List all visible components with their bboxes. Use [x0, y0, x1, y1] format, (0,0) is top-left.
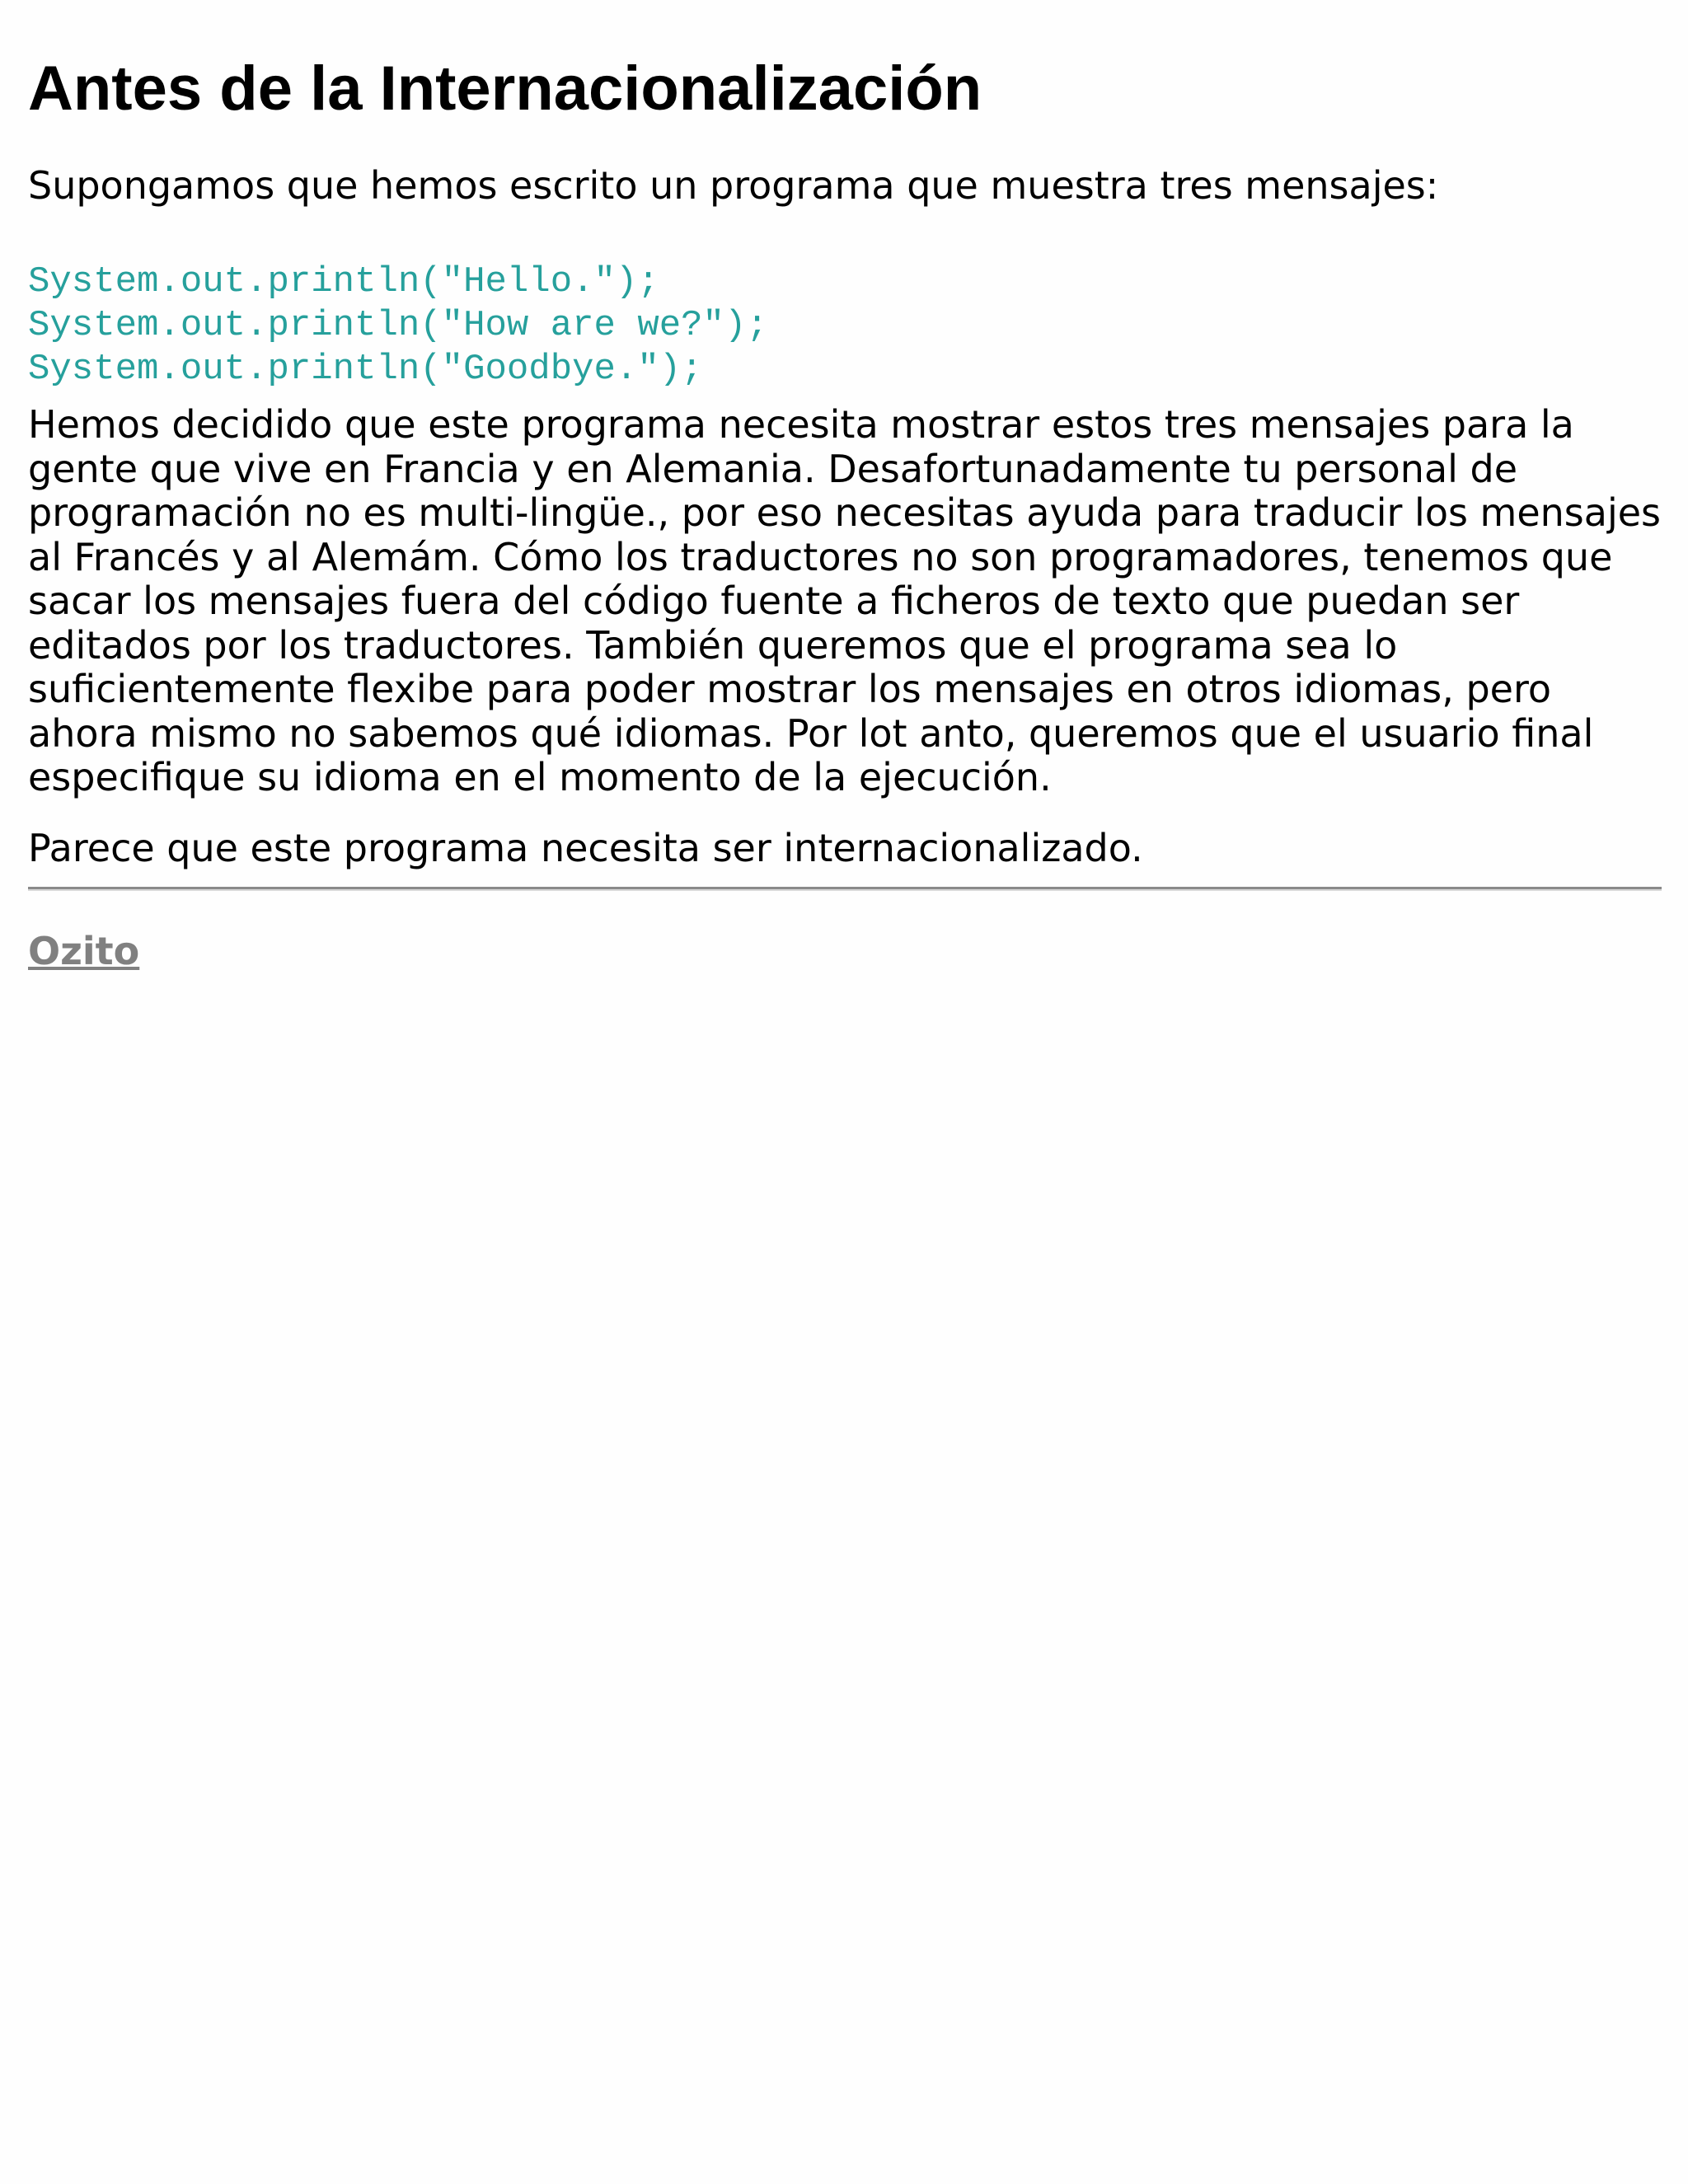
code-block [28, 260, 1662, 391]
code-line-1: System.out.println("Hello."); [28, 261, 659, 302]
body-paragraph-1: Hemos decidido que este programa necesita mostrar estos tres mensajes para la gente que vive en Francia y en Alemania. Desafortunadamente tu personal de programación no es multi-lingüe., por eso necesitas ayuda para traducir los mensajes al Francés y al Alemám. Cómo los traductores no son programadores, tenemos que sacar los mensajes fuera del código fuente a ficheros de texto que puedan ser editados por los traductores. También queremos que el programa sea lo suficientemente flexibe para poder mostrar los mensajes en otros idiomas, pero ahora mismo no sabemos qué idiomas. Por lot anto, queremos que el usuario final especifique su idioma en el momento de la ejecución. [28, 402, 1662, 799]
horizontal-rule [28, 887, 1662, 891]
code-line-3: System.out.println("Goodbye."); [28, 349, 703, 390]
ozito-link[interactable]: Ozito [28, 929, 140, 973]
body-paragraph-2: Parece que este programa necesita ser internacionalizado. [28, 825, 1143, 870]
document-page [28, 0, 1662, 973]
intro-paragraph: Supongamos que hemos escrito un programa que muestra tres mensajes: [28, 163, 1439, 208]
page-title: Antes de la Internacionalización [28, 54, 982, 124]
code-line-2: System.out.println("How are we?"); [28, 305, 768, 346]
